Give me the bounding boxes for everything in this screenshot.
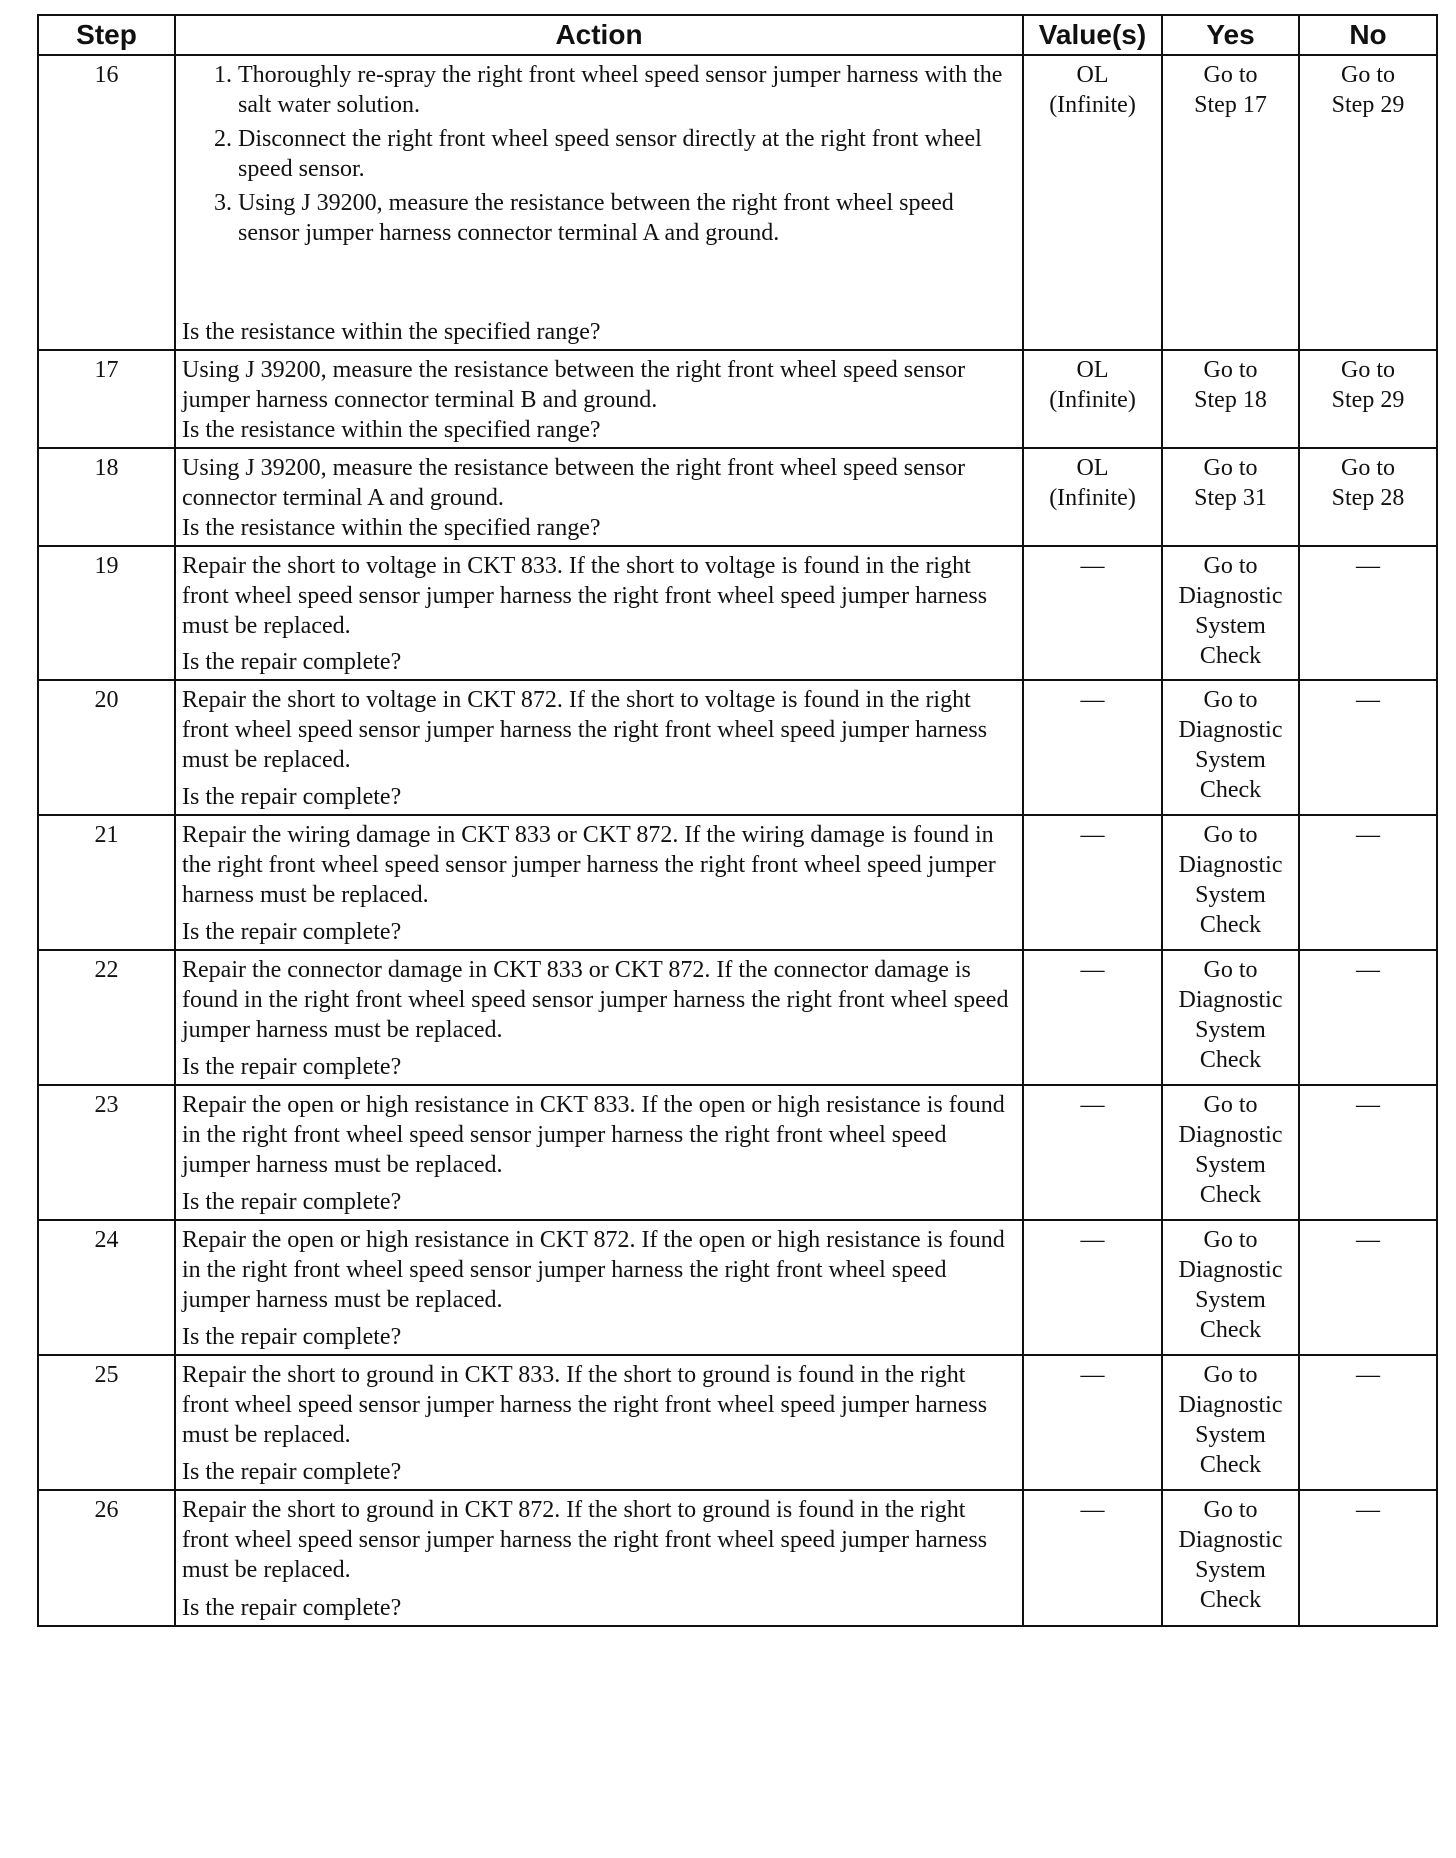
action-text: Repair the wiring damage in CKT 833 or CKT 872. If the wiring damage is found in the right front wheel speed sensor jumper harness the right front wheel speed jumper harness must be replaced.	[182, 822, 996, 908]
value-cell: —	[1023, 1355, 1162, 1490]
action-question: Is the resistance within the specified range?	[182, 319, 601, 345]
diagnostic-table-sheet	[37, 14, 1436, 1627]
table-row	[38, 815, 1437, 950]
step-number: 21	[38, 815, 175, 950]
action-cell	[175, 55, 1023, 350]
header-no: No	[1299, 15, 1437, 55]
action-question: Is the repair complete?	[182, 784, 402, 810]
table-row	[38, 950, 1437, 1085]
yes-cell: Go to Diagnostic System Check	[1162, 1220, 1299, 1355]
yes-cell: Go to Step 18	[1162, 350, 1299, 448]
table-row	[38, 55, 1437, 350]
yes-cell: Go to Diagnostic System Check	[1162, 950, 1299, 1085]
step-number: 18	[38, 448, 175, 546]
value-cell: OL (Infinite)	[1023, 350, 1162, 448]
table-row	[38, 680, 1437, 815]
no-cell: —	[1299, 1220, 1437, 1355]
no-cell: Go to Step 29	[1299, 350, 1437, 448]
value-cell: —	[1023, 546, 1162, 680]
value-cell: —	[1023, 1220, 1162, 1355]
step-number: 23	[38, 1085, 175, 1220]
action-step: 2. Disconnect the right front wheel speed sensor directly at the right front wheel speed sensor.	[238, 124, 1016, 184]
action-question: Is the resistance within the specified range?	[182, 515, 601, 541]
action-text: Repair the short to ground in CKT 872. If the short to ground is found in the right front wheel speed sensor jumper harness the right front wheel speed jumper harness must be replaced.	[182, 1497, 988, 1583]
action-question: Is the repair complete?	[182, 1054, 402, 1080]
value-cell: —	[1023, 1490, 1162, 1626]
yes-cell: Go to Diagnostic System Check	[1162, 1355, 1299, 1490]
table-row	[38, 350, 1437, 448]
no-cell: —	[1299, 546, 1437, 680]
action-question: Is the repair complete?	[182, 1324, 402, 1350]
action-question: Is the resistance within the specified range?	[182, 417, 601, 443]
action-cell	[175, 950, 1023, 1085]
action-question: Is the repair complete?	[182, 1459, 402, 1485]
table-row	[38, 546, 1437, 680]
step-number: 25	[38, 1355, 175, 1490]
table-row	[38, 1490, 1437, 1626]
action-cell	[175, 448, 1023, 546]
action-cell	[175, 1085, 1023, 1220]
action-cell	[175, 1220, 1023, 1355]
step-number: 19	[38, 546, 175, 680]
header-step: Step	[38, 15, 175, 55]
step-number: 16	[38, 55, 175, 350]
action-step: 1. Thoroughly re-spray the right front wheel speed sensor jumper harness with the salt water solution.	[238, 60, 1016, 120]
yes-cell: Go to Diagnostic System Check	[1162, 1490, 1299, 1626]
action-text: Repair the short to ground in CKT 833. If the short to ground is found in the right front wheel speed sensor jumper harness the right front wheel speed jumper harness must be replaced.	[182, 1362, 988, 1448]
step-number: 22	[38, 950, 175, 1085]
value-cell: —	[1023, 680, 1162, 815]
header-row	[38, 15, 1437, 55]
no-cell: —	[1299, 815, 1437, 950]
yes-cell: Go to Step 17	[1162, 55, 1299, 350]
action-question: Is the repair complete?	[182, 919, 402, 945]
header-yes: Yes	[1162, 15, 1299, 55]
table-row	[38, 1085, 1437, 1220]
no-cell: —	[1299, 1355, 1437, 1490]
no-cell: —	[1299, 1085, 1437, 1220]
action-text: Repair the short to voltage in CKT 833. If the short to voltage is found in the right front wheel speed sensor jumper harness the right front wheel speed jumper harness must be replaced.	[182, 553, 988, 639]
no-cell: —	[1299, 950, 1437, 1085]
yes-cell: Go to Diagnostic System Check	[1162, 680, 1299, 815]
step-number: 17	[38, 350, 175, 448]
action-text: Using J 39200, measure the resistance between the right front wheel speed sensor connector terminal A and ground.	[182, 455, 966, 511]
yes-cell: Go to Diagnostic System Check	[1162, 546, 1299, 680]
value-cell: —	[1023, 1085, 1162, 1220]
diagnostic-table	[37, 14, 1438, 1627]
table-row	[38, 448, 1437, 546]
step-number: 26	[38, 1490, 175, 1626]
no-cell: Go to Step 28	[1299, 448, 1437, 546]
value-cell: —	[1023, 950, 1162, 1085]
action-question: Is the repair complete?	[182, 1595, 402, 1621]
action-text: Repair the connector damage in CKT 833 or CKT 872. If the connector damage is found in the right front wheel speed sensor jumper harness the right front wheel speed jumper harness must be replaced.	[182, 957, 1009, 1043]
action-cell	[175, 680, 1023, 815]
no-cell: —	[1299, 680, 1437, 815]
action-cell	[175, 1355, 1023, 1490]
no-cell: Go to Step 29	[1299, 55, 1437, 350]
value-cell: —	[1023, 815, 1162, 950]
step-number: 20	[38, 680, 175, 815]
value-cell: OL (Infinite)	[1023, 55, 1162, 350]
yes-cell: Go to Diagnostic System Check	[1162, 1085, 1299, 1220]
table-row	[38, 1355, 1437, 1490]
action-question: Is the repair complete?	[182, 1189, 402, 1215]
header-action: Action	[175, 15, 1023, 55]
no-cell: —	[1299, 1490, 1437, 1626]
action-cell	[175, 350, 1023, 448]
action-cell	[175, 815, 1023, 950]
action-question: Is the repair complete?	[182, 649, 402, 675]
action-text: Repair the open or high resistance in CKT 833. If the open or high resistance is found in the right front wheel speed sensor jumper harness the right front wheel speed jumper harness must be replaced.	[182, 1092, 1005, 1178]
step-number: 24	[38, 1220, 175, 1355]
yes-cell: Go to Step 31	[1162, 448, 1299, 546]
action-cell	[175, 1490, 1023, 1626]
action-text: Repair the short to voltage in CKT 872. If the short to voltage is found in the right front wheel speed sensor jumper harness the right front wheel speed jumper harness must be replaced.	[182, 687, 988, 773]
header-values: Value(s)	[1023, 15, 1162, 55]
action-cell	[175, 546, 1023, 680]
action-step: 3. Using J 39200, measure the resistance between the right front wheel speed sensor jumper harness connector terminal A and ground.	[238, 188, 1016, 248]
value-cell: OL (Infinite)	[1023, 448, 1162, 546]
yes-cell: Go to Diagnostic System Check	[1162, 815, 1299, 950]
action-steps	[182, 60, 1016, 252]
table-row	[38, 1220, 1437, 1355]
action-text: Repair the open or high resistance in CKT 872. If the open or high resistance is found in the right front wheel speed sensor jumper harness the right front wheel speed jumper harness must be replaced.	[182, 1227, 1005, 1313]
action-text: Using J 39200, measure the resistance between the right front wheel speed sensor jumper harness connector terminal B and ground.	[182, 357, 966, 413]
